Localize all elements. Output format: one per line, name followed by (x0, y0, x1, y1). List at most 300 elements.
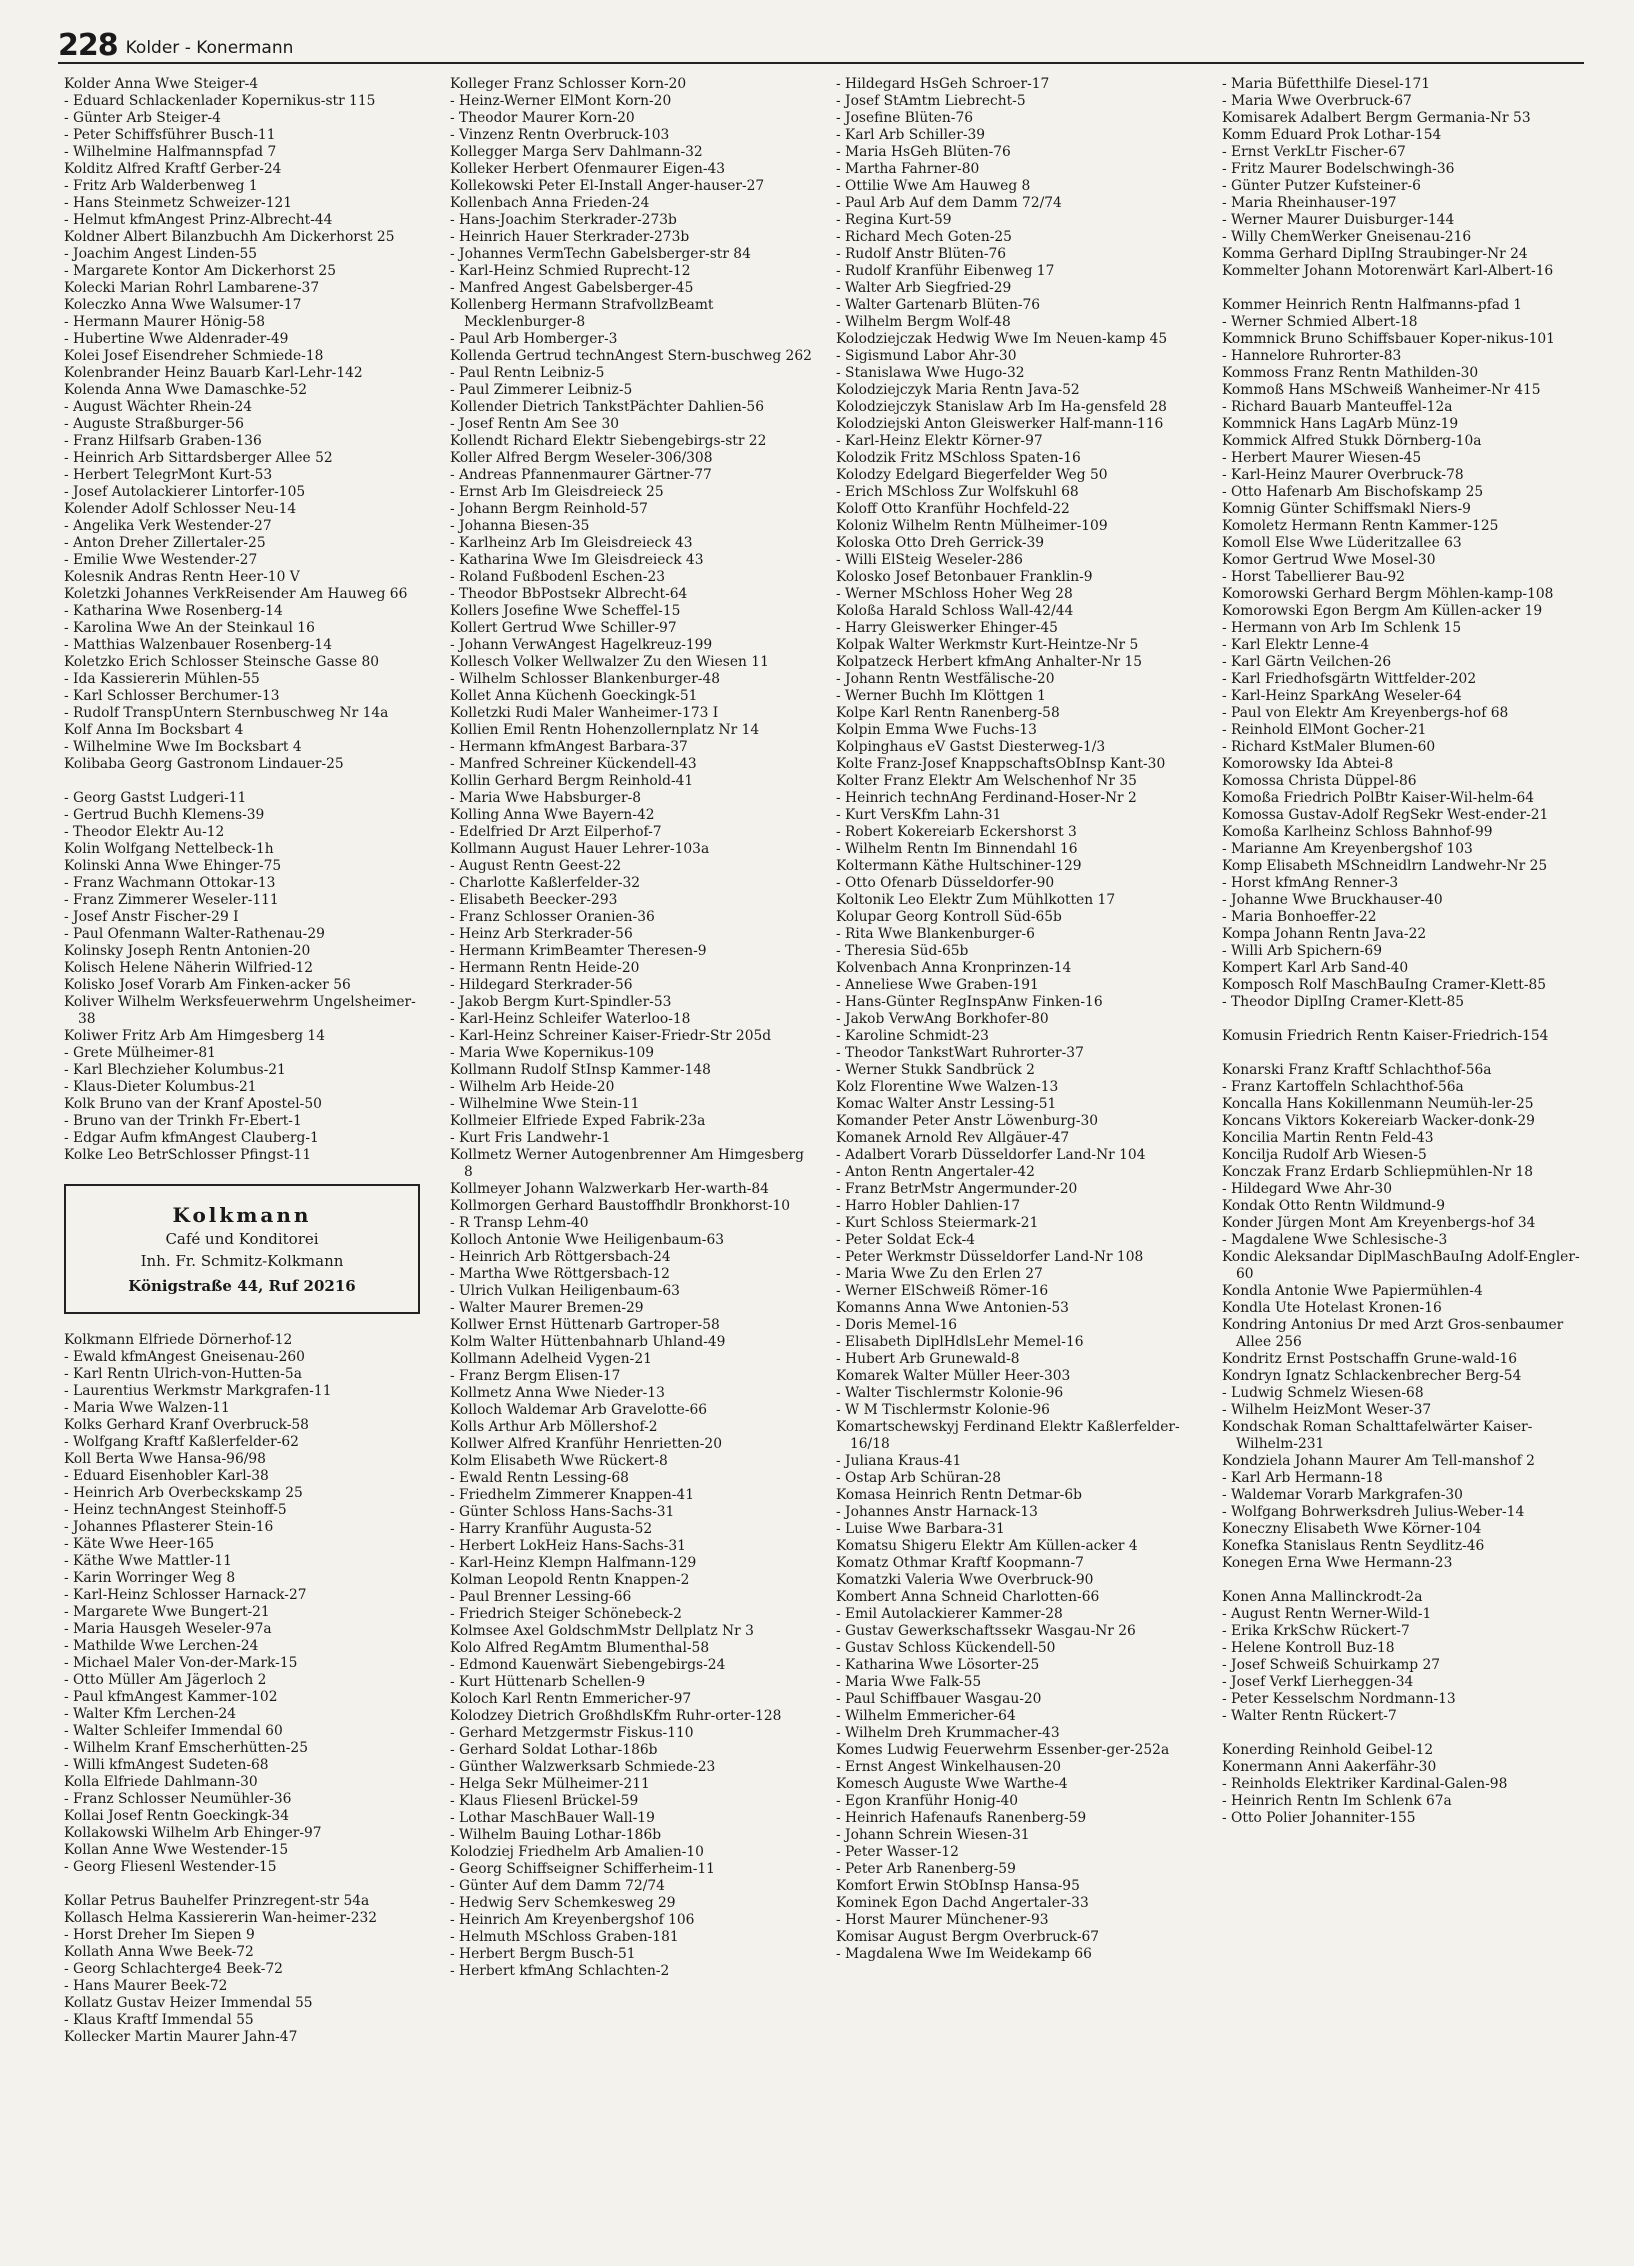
directory-entry: - Georg Schiffseigner Schifferheim-11 (450, 1861, 715, 1877)
directory-entry: - Helene Kontroll Buz-18 (1222, 1640, 1395, 1656)
directory-entry: - Ernst Arb Im Gleisdreieck 25 (450, 484, 664, 500)
directory-entry: - Sigismund Labor Ahr-30 (836, 348, 1017, 364)
directory-entry: - Johann Bergm Reinhold-57 (450, 501, 648, 517)
directory-entry: - Elisabeth DiplHdlsLehr Memel-16 (836, 1334, 1084, 1350)
directory-entry: Kolin Wolfgang Nettelbeck-1h (64, 841, 274, 857)
directory-entry: - Maria HsGeh Blüten-76 (836, 144, 1011, 160)
directory-entry: Koloff Otto Kranführ Hochfeld-22 (836, 501, 1070, 517)
directory-entry: Kommelter Johann Motorenwärt Karl-Albert-16 (1222, 263, 1554, 279)
directory-entry: Kondic Aleksandar DiplMaschBauIng Adolf-Engler-60 (1222, 1249, 1580, 1282)
directory-entry: - Johann Rentn Westfälische-20 (836, 671, 1055, 687)
directory-entry: Kollmetz Anna Wwe Nieder-13 (450, 1385, 665, 1401)
directory-entry: - Theodor Maurer Korn-20 (450, 110, 635, 126)
directory-entry: - Katharina Wwe Im Gleisdreieck 43 (450, 552, 704, 568)
directory-entry: Kollecker Martin Maurer Jahn-47 (64, 2029, 298, 2045)
directory-entry: Kollenbach Anna Frieden-24 (450, 195, 650, 211)
directory-entry: - Harro Hobler Dahlien-17 (836, 1198, 1021, 1214)
directory-entry: - Herbert kfmAng Schlachten-2 (450, 1963, 670, 1979)
directory-entry: - Karl Rentn Ulrich-von-Hutten-5a (64, 1366, 302, 1382)
directory-entry: - Walter Gartenarb Blüten-76 (836, 297, 1041, 313)
directory-entry: Komm Eduard Prok Lothar-154 (1222, 127, 1442, 143)
directory-entry: Kolesnik Andras Rentn Heer-10 V (64, 569, 300, 585)
directory-entry: - Johannes VermTechn Gabelsberger-str 84 (450, 246, 751, 262)
directory-entry: Kolks Gerhard Kranf Overbruck-58 (64, 1417, 309, 1433)
directory-entry: - Maria Rheinhauser-197 (1222, 195, 1397, 211)
directory-entry: - Wilhelm Dreh Krummacher-43 (836, 1725, 1060, 1741)
directory-entry: Kollien Emil Rentn Hohenzollernplatz Nr 14 (450, 722, 760, 738)
directory-entry: Komorowski Gerhard Bergm Möhlen-kamp-108 (1222, 586, 1554, 602)
directory-entry: - Johann VerwAngest Hagelkreuz-199 (450, 637, 713, 653)
directory-entry: Komposch Rolf MaschBauIng Cramer-Klett-85 (1222, 977, 1547, 993)
directory-entry: - Johanne Wwe Bruckhauser-40 (1222, 892, 1443, 908)
directory-entry: - Rudolf TranspUntern Sternbuschweg Nr 14a (64, 705, 389, 721)
directory-entry: - Andreas Pfannenmaurer Gärtner-77 (450, 467, 712, 483)
directory-entry: Kolpatzeck Herbert kfmAng Anhalter-Nr 15 (836, 654, 1143, 670)
directory-entry: Koloska Otto Dreh Gerrick-39 (836, 535, 1045, 551)
directory-entry: Kolo Alfred RegAmtm Blumenthal-58 (450, 1640, 710, 1656)
directory-entry: - Herbert Maurer Wiesen-45 (1222, 450, 1422, 466)
directory-entry: - Maria Wwe Falk-55 (836, 1674, 982, 1690)
directory-entry: Kondla Antonie Wwe Papiermühlen-4 (1222, 1283, 1483, 1299)
directory-entry: Kolpe Karl Rentn Ranenberg-58 (836, 705, 1060, 721)
directory-entry: Koletzki Johannes VerkReisender Am Hauweg 66 (64, 586, 408, 602)
directory-entry: - Matthias Walzenbauer Rosenberg-14 (64, 637, 332, 653)
directory-entry: Koltonik Leo Elektr Zum Mühlkotten 17 (836, 892, 1116, 908)
directory-entry: Kolupar Georg Kontroll Süd-65b (836, 909, 1062, 925)
directory-entry: - Hans Maurer Beek-72 (64, 1978, 228, 1994)
directory-entry: - Marianne Am Kreyenbergshof 103 (1222, 841, 1473, 857)
directory-entry: Komorowsky Ida Abtei-8 (1222, 756, 1394, 772)
directory-entry: - Horst Maurer Münchener-93 (836, 1912, 1049, 1928)
directory-entry: Kolf Anna Im Bocksbart 4 (64, 722, 244, 738)
ad-line-1: Café und Konditorei (165, 1230, 319, 1248)
directory-entry: - Karlheinz Arb Im Gleisdreieck 43 (450, 535, 693, 551)
directory-entry: - Ludwig Schmelz Wiesen-68 (1222, 1385, 1424, 1401)
directory-entry: - Richard KstMaler Blumen-60 (1222, 739, 1436, 755)
directory-entry: - Manfred Schreiner Kückendell-43 (450, 756, 697, 772)
spacer (1222, 1725, 1586, 1742)
directory-entry: Kommoß Hans MSchweiß Wanheimer-Nr 415 (1222, 382, 1541, 398)
directory-entry: Kolvenbach Anna Kronprinzen-14 (836, 960, 1072, 976)
directory-entry: Komatzki Valeria Wwe Overbruck-90 (836, 1572, 1094, 1588)
directory-entry: Koncalla Hans Kokillenmann Neumüh-ler-25 (1222, 1096, 1534, 1112)
directory-entry: - Karl Schlosser Berchumer-13 (64, 688, 280, 704)
directory-entry: - Wolfgang Kraftf Kaßlerfelder-62 (64, 1434, 299, 1450)
directory-entry: - Maria Wwe Walzen-11 (64, 1400, 230, 1416)
directory-entry: - Klaus-Dieter Kolumbus-21 (64, 1079, 257, 1095)
column-2 (450, 76, 814, 2246)
directory-entry: Kolk Bruno van der Kranf Apostel-50 (64, 1096, 322, 1112)
directory-entry: - Emilie Wwe Westender-27 (64, 552, 258, 568)
directory-entry: - Ida Kassiererin Mühlen-55 (64, 671, 260, 687)
directory-entry: - Paul Arb Auf dem Damm 72/74 (836, 195, 1062, 211)
directory-entry: Komanek Arnold Rev Allgäuer-47 (836, 1130, 1070, 1146)
directory-entry: - Anton Rentn Angertaler-42 (836, 1164, 1035, 1180)
directory-entry: Kolei Josef Eisendreher Schmiede-18 (64, 348, 324, 364)
directory-entry: - Ottilie Wwe Am Hauweg 8 (836, 178, 1031, 194)
directory-entry: Kolditz Alfred Kraftf Gerber-24 (64, 161, 282, 177)
directory-columns (64, 76, 1586, 2246)
directory-entry: - Johannes Pflasterer Stein-16 (64, 1519, 274, 1535)
directory-entry: - Gustav Gewerkschaftssekr Wasgau-Nr 26 (836, 1623, 1136, 1639)
directory-entry: - Reinhold ElMont Gocher-21 (1222, 722, 1427, 738)
directory-entry: - Paul Rentn Leibniz-5 (450, 365, 605, 381)
directory-entry: - Joachim Angest Linden-55 (64, 246, 258, 262)
directory-entry: Kolpak Walter Werkmstr Kurt-Heintze-Nr 5 (836, 637, 1139, 653)
directory-entry: Kolinski Anna Wwe Ehinger-75 (64, 858, 282, 874)
directory-entry: Kolodziejczyk Maria Rentn Java-52 (836, 382, 1080, 398)
directory-entry: - Rudolf Anstr Blüten-76 (836, 246, 1007, 262)
directory-entry: - Johann Schrein Wiesen-31 (836, 1827, 1030, 1843)
directory-entry: - Josefine Blüten-76 (836, 110, 974, 126)
directory-entry: Komisar August Bergm Overbruck-67 (836, 1929, 1100, 1945)
directory-entry: - Ulrich Vulkan Heiligenbaum-63 (450, 1283, 680, 1299)
directory-entry: - Walter Rentn Rückert-7 (1222, 1708, 1397, 1724)
directory-entry: Kollmeyer Johann Walzwerkarb Her-warth-84 (450, 1181, 769, 1197)
directory-entry: - Heinrich technAng Ferdinand-Hoser-Nr 2 (836, 790, 1137, 806)
directory-entry: Kolibaba Georg Gastronom Lindauer-25 (64, 756, 344, 772)
directory-entry: Konegen Erna Wwe Hermann-23 (1222, 1555, 1453, 1571)
directory-entry: - Theodor Elektr Au-12 (64, 824, 225, 840)
directory-entry: - Ernst VerkLtr Fischer-67 (1222, 144, 1406, 160)
directory-entry: Kollet Anna Küchenh Goeckingk-51 (450, 688, 698, 704)
directory-entry: - Edelfried Dr Arzt Eilperhof-7 (450, 824, 662, 840)
directory-entry: Kollesch Volker Wellwalzer Zu den Wiesen 11 (450, 654, 769, 670)
directory-entry: - Martha Fahrner-80 (836, 161, 980, 177)
directory-entry: Kollegger Marga Serv Dahlmann-32 (450, 144, 703, 160)
directory-entry: - Otto Polier Johanniter-155 (1222, 1810, 1416, 1826)
directory-entry: - Karl-Heinz Schreiner Kaiser-Friedr-Str 205d (450, 1028, 772, 1044)
directory-entry: - Gerhard Metzgermstr Fiskus-110 (450, 1725, 694, 1741)
directory-entry: Kolisch Helene Näherin Wilfried-12 (64, 960, 314, 976)
directory-entry: Kollmetz Werner Autogenbrenner Am Himgesberg 8 (450, 1147, 804, 1180)
advertisement-box (64, 1184, 420, 1314)
directory-entry: Kollmorgen Gerhard Baustoffhdlr Bronkhorst-10 (450, 1198, 791, 1214)
directory-entry: - Otto Ofenarb Düsseldorfer-90 (836, 875, 1055, 891)
directory-entry: Kolosko Josef Betonbauer Franklin-9 (836, 569, 1093, 585)
directory-entry: Koliwer Fritz Arb Am Himgesberg 14 (64, 1028, 325, 1044)
directory-entry: - Helmut kfmAngest Prinz-Albrecht-44 (64, 212, 333, 228)
directory-entry: - Kurt Fris Landwehr-1 (450, 1130, 611, 1146)
directory-entry: Kondring Antonius Dr med Arzt Gros-senbaumer Allee 256 (1222, 1317, 1564, 1350)
directory-entry: - Günter Arb Steiger-4 (64, 110, 221, 126)
directory-entry: - Hermann Rentn Heide-20 (450, 960, 640, 976)
directory-entry: Kollan Anne Wwe Westender-15 (64, 1842, 289, 1858)
directory-entry: - Heinrich Arb Overbeckskamp 25 (64, 1485, 303, 1501)
directory-entry: - Willy ChemWerker Gneisenau-216 (1222, 229, 1472, 245)
directory-entry: - Günter Schloss Hans-Sachs-31 (450, 1504, 675, 1520)
directory-entry: - Luise Wwe Barbara-31 (836, 1521, 1005, 1537)
directory-entry: - Lothar MaschBauer Wall-19 (450, 1810, 655, 1826)
directory-entry: Kondla Ute Hotelast Kronen-16 (1222, 1300, 1442, 1316)
spacer (1222, 280, 1586, 297)
directory-entry: - Ewald kfmAngest Gneisenau-260 (64, 1349, 305, 1365)
directory-entry: - Karl-Heinz Schmied Ruprecht-12 (450, 263, 691, 279)
ad-line-2: Inh. Fr. Schmitz-Kolkmann (140, 1252, 344, 1270)
directory-entry: Kompert Karl Arb Sand-40 (1222, 960, 1409, 976)
directory-entry: Kondritz Ernst Postschaffn Grune-wald-16 (1222, 1351, 1518, 1367)
directory-entry: Kolodziej Friedhelm Arb Amalien-10 (450, 1844, 704, 1860)
directory-entry: - Wilhelmine Halfmannspfad 7 (64, 144, 277, 160)
directory-entry: - Peter Schiffsführer Busch-11 (64, 127, 276, 143)
directory-entry: - Hannelore Ruhrorter-83 (1222, 348, 1402, 364)
directory-entry: Kollath Anna Wwe Beek-72 (64, 1944, 254, 1960)
directory-entry: - Wilhelm Rentn Im Binnendahl 16 (836, 841, 1078, 857)
directory-entry: Koliver Wilhelm Werksfeuerwehrm Ungelsheimer-38 (64, 994, 416, 1027)
directory-entry: Koloßa Harald Schloss Wall-42/44 (836, 603, 1074, 619)
directory-entry: - Edmond Kauenwärt Siebengebirgs-24 (450, 1657, 726, 1673)
directory-entry: - Hedwig Serv Schemkesweg 29 (450, 1895, 676, 1911)
directory-entry: - Wilhelm HeizMont Weser-37 (1222, 1402, 1432, 1418)
directory-entry: Komesch Auguste Wwe Warthe-4 (836, 1776, 1068, 1792)
directory-entry: Kolinsky Joseph Rentn Antonien-20 (64, 943, 311, 959)
directory-entry: - Hubert Arb Grunewald-8 (836, 1351, 1020, 1367)
directory-entry: Kondschak Roman Schalttafelwärter Kaiser-Wilhelm-231 (1222, 1419, 1533, 1452)
directory-entry: - Regina Kurt-59 (836, 212, 952, 228)
directory-entry: - Josef Verkf Lierheggen-34 (1222, 1674, 1414, 1690)
directory-entry: - Charlotte Kaßlerfelder-32 (450, 875, 641, 891)
directory-entry: Kollenberg Hermann StrafvollzBeamt Mecklenburger-8 (450, 297, 714, 330)
directory-entry: Kolenbrander Heinz Bauarb Karl-Lehr-142 (64, 365, 363, 381)
directory-entry: - Heinrich Hafenaufs Ranenberg-59 (836, 1810, 1087, 1826)
directory-entry: - Eduard Eisenhobler Karl-38 (64, 1468, 269, 1484)
directory-entry: Kolecki Marian Rohrl Lambarene-37 (64, 280, 320, 296)
directory-entry: - Josef Rentn Am See 30 (450, 416, 620, 432)
directory-entry: - Franz Wachmann Ottokar-13 (64, 875, 276, 891)
directory-entry: - Richard Mech Goten-25 (836, 229, 1012, 245)
directory-entry: Koller Alfred Bergm Weseler-306/308 (450, 450, 713, 466)
directory-entry: - Wilhelm Schlosser Blankenburger-48 (450, 671, 721, 687)
directory-entry: Kolls Arthur Arb Möllershof-2 (450, 1419, 658, 1435)
directory-entry: - Ernst Angest Winkelhausen-20 (836, 1759, 1061, 1775)
directory-entry: - Harry Gleiswerker Ehinger-45 (836, 620, 1058, 636)
directory-entry: Kolz Florentine Wwe Walzen-13 (836, 1079, 1059, 1095)
directory-entry: - Manfred Angest Gabelsberger-45 (450, 280, 694, 296)
directory-entry: - Franz BetrMstr Angermunder-20 (836, 1181, 1078, 1197)
directory-entry: - Werner Stukk Sandbrück 2 (836, 1062, 1035, 1078)
directory-entry: - Ostap Arb Schüran-28 (836, 1470, 1002, 1486)
directory-entry: Kollender Dietrich TankstPächter Dahlien-56 (450, 399, 764, 415)
directory-entry: - Rudolf Kranführ Eibenweg 17 (836, 263, 1055, 279)
directory-entry: - Edgar Aufm kfmAngest Clauberg-1 (64, 1130, 319, 1146)
directory-entry: Kondziela Johann Maurer Am Tell-manshof 2 (1222, 1453, 1535, 1469)
directory-entry: - Wilhelm Emmericher-64 (836, 1708, 1016, 1724)
directory-entry: Koldner Albert Bilanzbuchh Am Dickerhorst 25 (64, 229, 395, 245)
directory-entry: - Auguste Straßburger-56 (64, 416, 244, 432)
directory-entry: - Josef Anstr Fischer-29 I (64, 909, 239, 925)
page-header (58, 28, 1584, 64)
directory-entry: Kollert Gertrud Wwe Schiller-97 (450, 620, 677, 636)
directory-entry: Kolder Anna Wwe Steiger-4 (64, 76, 259, 92)
directory-entry: - Theodor DiplIng Cramer-Klett-85 (1222, 994, 1465, 1010)
directory-entry: - Harry Kranführ Augusta-52 (450, 1521, 653, 1537)
directory-entry: - Stanislawa Wwe Hugo-32 (836, 365, 1025, 381)
directory-entry: Komorowski Egon Bergm Am Küllen-acker 19 (1222, 603, 1543, 619)
directory-entry: Kollin Gerhard Bergm Reinhold-41 (450, 773, 694, 789)
directory-entry: - Werner MSchloss Hoher Weg 28 (836, 586, 1073, 602)
directory-entry: Kolodzy Edelgard Biegerfelder Weg 50 (836, 467, 1108, 483)
directory-entry: - Emil Autolackierer Kammer-28 (836, 1606, 1063, 1622)
directory-entry: Kollendt Richard Elektr Siebengebirgs-str 22 (450, 433, 767, 449)
directory-entry: - Herbert LokHeiz Hans-Sachs-31 (450, 1538, 686, 1554)
directory-entry: - Walter Tischlermstr Kolonie-96 (836, 1385, 1064, 1401)
directory-entry: Kollakowski Wilhelm Arb Ehinger-97 (64, 1825, 322, 1841)
directory-entry: Kollers Josefine Wwe Scheffel-15 (450, 603, 681, 619)
directory-entry: - Peter Werkmstr Düsseldorfer Land-Nr 108 (836, 1249, 1144, 1265)
directory-entry: - Karl-Heinz SparkAng Weseler-64 (1222, 688, 1462, 704)
directory-entry: Komatsu Shigeru Elektr Am Küllen-acker 4 (836, 1538, 1138, 1554)
directory-entry: - Kurt Hüttenarb Schellen-9 (450, 1674, 646, 1690)
directory-entry: - Heinz Arb Sterkrader-56 (450, 926, 633, 942)
directory-entry: Komatz Othmar Kraftf Koopmann-7 (836, 1555, 1084, 1571)
directory-entry: - Wilhelmine Wwe Stein-11 (450, 1096, 640, 1112)
directory-entry: - Karl-Heinz Maurer Overbruck-78 (1222, 467, 1464, 483)
directory-entry: Kollmann Rudolf StInsp Kammer-148 (450, 1062, 711, 1078)
directory-entry: - Georg Fliesenl Westender-15 (64, 1859, 277, 1875)
directory-entry: - Katharina Wwe Rosenberg-14 (64, 603, 283, 619)
directory-entry: - Mathilde Wwe Lerchen-24 (64, 1638, 259, 1654)
directory-entry: Konczak Franz Erdarb Schliepmühlen-Nr 18 (1222, 1164, 1534, 1180)
directory-entry: - Heinrich Hauer Sterkrader-273b (450, 229, 690, 245)
directory-entry: Kolloch Antonie Wwe Heiligenbaum-63 (450, 1232, 725, 1248)
directory-entry: Kollmann August Hauer Lehrer-103a (450, 841, 710, 857)
directory-entry: - Margarete Wwe Bungert-21 (64, 1604, 270, 1620)
directory-entry: - Erich MSchloss Zur Wolfskuhl 68 (836, 484, 1079, 500)
directory-entry: Komossa Gustav-Adolf RegSekr West-ender-21 (1222, 807, 1549, 823)
directory-entry: Koll Berta Wwe Hansa-96/98 (64, 1451, 266, 1467)
directory-entry: - Karolina Wwe An der Steinkaul 16 (64, 620, 315, 636)
directory-entry: - Otto Hafenarb Am Bischofskamp 25 (1222, 484, 1484, 500)
directory-entry: Kolla Elfriede Dahlmann-30 (64, 1774, 258, 1790)
directory-entry: - Grete Mülheimer-81 (64, 1045, 216, 1061)
directory-entry: - Karoline Schmidt-23 (836, 1028, 989, 1044)
directory-entry: - Otto Müller Am Jägerloch 2 (64, 1672, 267, 1688)
directory-entry: Komossa Christa Düppel-86 (1222, 773, 1417, 789)
directory-entry: Kolm Elisabeth Wwe Rückert-8 (450, 1453, 668, 1469)
directory-entry: - Ewald Rentn Lessing-68 (450, 1470, 629, 1486)
page-number: 228 (58, 28, 118, 63)
directory-entry: Kolmsee Axel GoldschmMstr Dellplatz Nr 3 (450, 1623, 754, 1639)
directory-entry: - Robert Kokereiarb Eckershorst 3 (836, 824, 1077, 840)
directory-entry: - Heinz-Werner ElMont Korn-20 (450, 93, 672, 109)
directory-entry: Komanns Anna Wwe Antonien-53 (836, 1300, 1069, 1316)
directory-entry: - Karl Arb Hermann-18 (1222, 1470, 1383, 1486)
directory-entry: Kommick Alfred Stukk Dörnberg-10a (1222, 433, 1482, 449)
directory-entry: - August Wächter Rhein-24 (64, 399, 253, 415)
directory-entry: - Adalbert Vorarb Düsseldorfer Land-Nr 104 (836, 1147, 1146, 1163)
directory-entry: Konen Anna Mallinckrodt-2a (1222, 1589, 1423, 1605)
directory-entry: Komartschewskyj Ferdinand Elektr Kaßlerfelder-16/18 (836, 1419, 1180, 1452)
directory-entry: - Werner Schmied Albert-18 (1222, 314, 1418, 330)
directory-entry: Kolleker Herbert Ofenmaurer Eigen-43 (450, 161, 726, 177)
directory-entry: Kollai Josef Rentn Goeckingk-34 (64, 1808, 289, 1824)
directory-entry: - Hildegard Sterkrader-56 (450, 977, 633, 993)
directory-entry: - Anton Dreher Zillertaler-25 (64, 535, 266, 551)
directory-entry: - August Rentn Geest-22 (450, 858, 622, 874)
directory-entry: - Heinrich Arb Röttgersbach-24 (450, 1249, 671, 1265)
directory-entry: - Paul kfmAngest Kammer-102 (64, 1689, 278, 1705)
directory-entry: - Josef Schweiß Schuirkamp 27 (1222, 1657, 1441, 1673)
directory-entry: - Theodor BbPostsekr Albrecht-64 (450, 586, 688, 602)
directory-entry: Komma Gerhard DiplIng Straubinger-Nr 24 (1222, 246, 1528, 262)
directory-entry: - Georg Gastst Ludgeri-11 (64, 790, 247, 806)
directory-entry: - Günter Putzer Kufsteiner-6 (1222, 178, 1421, 194)
directory-entry: - Jakob Bergm Kurt-Spindler-53 (450, 994, 672, 1010)
directory-entry: Komoßa Karlheinz Schloss Bahnhof-99 (1222, 824, 1493, 840)
directory-entry: - Maria Wwe Zu den Erlen 27 (836, 1266, 1043, 1282)
directory-entry: - Georg Schlachterge4 Beek-72 (64, 1961, 283, 1977)
directory-entry: Koneczny Elisabeth Wwe Körner-104 (1222, 1521, 1482, 1537)
directory-entry: - Horst Dreher Im Siepen 9 (64, 1927, 255, 1943)
directory-entry: Komusin Friedrich Rentn Kaiser-Friedrich-154 (1222, 1028, 1549, 1044)
directory-entry: - Heinz technAngest Steinhoff-5 (64, 1502, 287, 1518)
directory-entry: Kollatz Gustav Heizer Immendal 55 (64, 1995, 313, 2011)
directory-entry: - Maria Hausgeh Weseler-97a (64, 1621, 272, 1637)
directory-entry: - Walter Schleifer Immendal 60 (64, 1723, 283, 1739)
directory-entry: Komp Elisabeth MSchneidlrn Landwehr-Nr 25 (1222, 858, 1548, 874)
directory-entry: Komasa Heinrich Rentn Detmar-6b (836, 1487, 1082, 1503)
directory-entry: - Käthe Wwe Mattler-11 (64, 1553, 232, 1569)
directory-entry: - Karl-Heinz Elektr Körner-97 (836, 433, 1043, 449)
directory-entry: - Elisabeth Beecker-293 (450, 892, 618, 908)
directory-entry: Kommnick Bruno Schiffsbauer Koper-nikus-101 (1222, 331, 1555, 347)
directory-entry: Kollmann Adelheid Vygen-21 (450, 1351, 652, 1367)
directory-entry: - Franz Kartoffeln Schlachthof-56a (1222, 1079, 1464, 1095)
directory-entry: - Karl-Heinz Schleifer Waterloo-18 (450, 1011, 691, 1027)
directory-entry: Komnig Günter Schiffsmakl Niers-9 (1222, 501, 1471, 517)
directory-entry: - Hans-Günter RegInspAnw Finken-16 (836, 994, 1103, 1010)
directory-entry: - Fritz Arb Walderbenweg 1 (64, 178, 258, 194)
directory-entry: - Magdalena Wwe Im Weidekamp 66 (836, 1946, 1092, 1962)
directory-entry: - Maria Wwe Habsburger-8 (450, 790, 642, 806)
directory-entry: - Klaus Fliesenl Brückel-59 (450, 1793, 639, 1809)
directory-entry: Konerding Reinhold Geibel-12 (1222, 1742, 1434, 1758)
directory-entry: Komisarek Adalbert Bergm Germania-Nr 53 (1222, 110, 1531, 126)
directory-entry: - Helmuth MSchloss Graben-181 (450, 1929, 679, 1945)
directory-entry: Kolpin Emma Wwe Fuchs-13 (836, 722, 1037, 738)
directory-entry: - Martha Wwe Röttgersbach-12 (450, 1266, 670, 1282)
directory-entry: Kondryn Ignatz Schlackenbrecher Berg-54 (1222, 1368, 1522, 1384)
directory-entry: - Maria Bonhoeffer-22 (1222, 909, 1377, 925)
directory-entry: - Hildegard HsGeh Schroer-17 (836, 76, 1050, 92)
directory-entry: - Egon Kranführ Honig-40 (836, 1793, 1019, 1809)
directory-entry: - Willi Arb Spichern-69 (1222, 943, 1382, 959)
directory-entry: - Karl-Heinz Schlosser Harnack-27 (64, 1587, 307, 1603)
directory-entry: - Werner Maurer Duisburger-144 (1222, 212, 1455, 228)
directory-entry: - Gerhard Soldat Lothar-186b (450, 1742, 658, 1758)
directory-entry: Kommnick Hans LagArb Münz-19 (1222, 416, 1459, 432)
directory-entry: - Johannes Anstr Harnack-13 (836, 1504, 1038, 1520)
directory-entry: Kommoss Franz Rentn Mathilden-30 (1222, 365, 1479, 381)
directory-entry: Kolkmann Elfriede Dörnerhof-12 (64, 1332, 293, 1348)
directory-entry: - Erika KrkSchw Rückert-7 (1222, 1623, 1410, 1639)
directory-entry: - Werner Buchh Im Klöttgen 1 (836, 688, 1046, 704)
directory-entry: Kollmeier Elfriede Exped Fabrik-23a (450, 1113, 706, 1129)
directory-entry: - Gertrud Buchh Klemens-39 (64, 807, 265, 823)
directory-entry: Kolm Walter Hüttenbahnarb Uhland-49 (450, 1334, 726, 1350)
directory-entry: - Karl Blechzieher Kolumbus-21 (64, 1062, 286, 1078)
directory-entry: Kommer Heinrich Rentn Halfmanns-pfad 1 (1222, 297, 1523, 313)
directory-entry: - Michael Maler Von-der-Mark-15 (64, 1655, 298, 1671)
directory-entry: - Käte Wwe Heer-165 (64, 1536, 215, 1552)
directory-entry: Komac Walter Anstr Lessing-51 (836, 1096, 1057, 1112)
directory-entry: - Kurt Schloss Steiermark-21 (836, 1215, 1039, 1231)
directory-entry: - Willi ElSteig Weseler-286 (836, 552, 1023, 568)
directory-entry: - Peter Kesselschm Nordmann-13 (1222, 1691, 1456, 1707)
directory-entry: - Laurentius Werkmstr Markgrafen-11 (64, 1383, 332, 1399)
directory-entry: - Peter Wasser-12 (836, 1844, 959, 1860)
directory-entry: - Maria Wwe Kopernikus-109 (450, 1045, 655, 1061)
